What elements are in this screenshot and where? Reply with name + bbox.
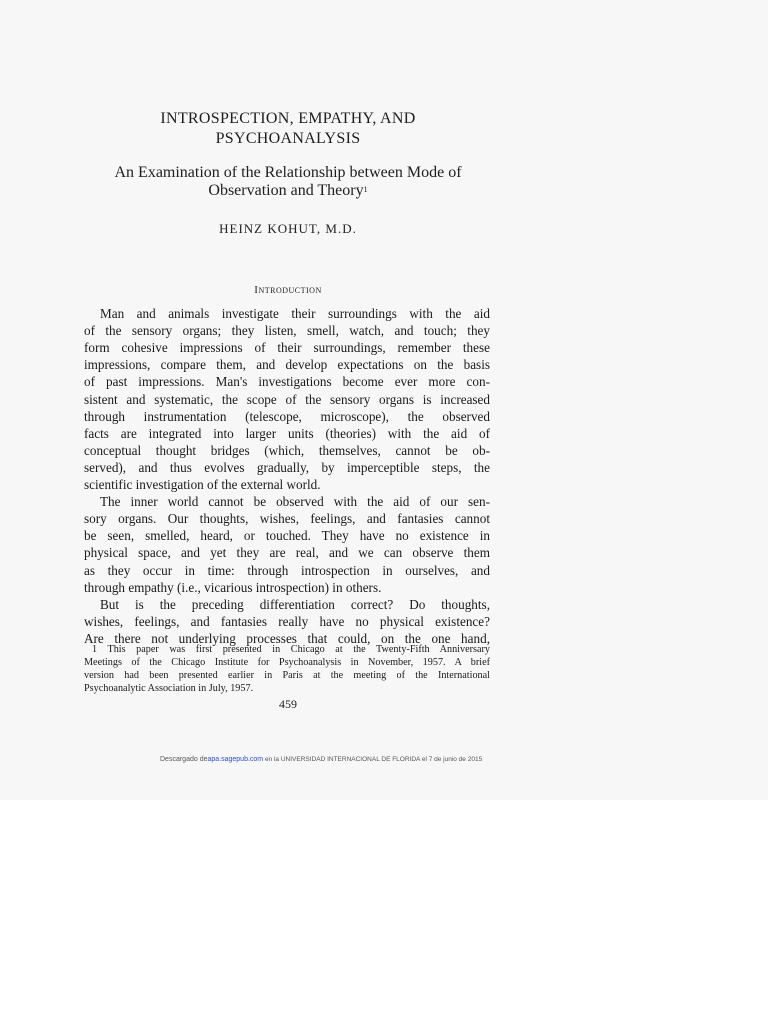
body-line: But is the preceding differentiation correct? Do thoughts,: [100, 596, 490, 612]
article-title-line-2: PSYCHOANALYSIS: [215, 130, 361, 147]
body-line: conceptual thought bridges (which, themselves, cannot be ob-: [84, 442, 490, 458]
author-name: HEINZ KOHUT, M.D.: [219, 221, 357, 236]
body-line: through empathy (i.e., vicarious introspection) in others.: [84, 579, 382, 595]
body-line: as they occur in time: through introspection in ourselves, and: [84, 562, 490, 578]
download-source-link[interactable]: apa.sagepub.com: [207, 756, 264, 763]
body-line: of the sensory organs; they listen, smell, watch, and touch; they: [84, 323, 490, 339]
section-heading: Introduction: [254, 284, 322, 296]
footnote-line: Psychoanalytic Association in July, 1957.: [84, 683, 254, 694]
footnote-line: 1 This paper was first presented in Chicago at the Twenty-Fifth Anniversary: [92, 644, 490, 655]
body-line: be seen, smelled, heard, or touched. They have no existence in: [84, 528, 490, 544]
article-title-line-1: INTROSPECTION, EMPATHY, AND: [160, 110, 416, 127]
body-line: Are there not underlying processes that could, on the one hand,: [84, 630, 490, 646]
body-line: The inner world cannot be observed with the aid of our sen-: [100, 494, 490, 510]
body-line: scientific investigation of the external world.: [84, 477, 321, 492]
footnote-line: version had been presented earlier in Paris at the meeting of the International: [84, 670, 490, 681]
download-note-prefix: Descargado de: [160, 756, 208, 763]
footnote-line: Meetings of the Chicago Institute for Psychoanalysis in November, 1957. A brief: [84, 657, 490, 668]
body-line: sory organs. Our thoughts, wishes, feelings, and fantasies cannot: [84, 511, 490, 527]
article-subtitle-line-2: [0, 180, 576, 201]
article-subtitle-line-1: An Examination of the Relationship between Mode of: [114, 164, 462, 181]
body-line: Man and animals investigate their surroundings with the aid: [100, 306, 490, 321]
body-line: physical space, and yet they are real, and we can observe them: [84, 545, 490, 561]
body-line: facts are integrated into larger units (theories) with the aid of: [84, 425, 490, 441]
body-line: impressions, compare them, and develop expectations on the basis: [84, 357, 490, 373]
body-line: form cohesive impressions of their surroundings, remember these: [84, 340, 490, 356]
download-note-suffix: en la UNIVERSIDAD INTERNACIONAL DE FLORIDA el 7 de junio de 2015: [263, 756, 483, 763]
subtitle-text: Observation and Theory: [208, 182, 364, 199]
body-line: of past impressions. Man's investigations become ever more con-: [84, 374, 490, 390]
body-line: served), and thus evolves gradually, by imperceptible steps, the: [84, 459, 490, 475]
page-number: 459: [279, 697, 297, 711]
body-line: through instrumentation (telescope, microscope), the observed: [84, 408, 490, 424]
download-note: [160, 756, 482, 763]
body-line: wishes, feelings, and fantasies really have no physical existence?: [84, 613, 490, 629]
subtitle-footnote-mark: 1: [363, 185, 368, 194]
body-line: sistent and systematic, the scope of the sensory organs is increased: [84, 391, 490, 407]
